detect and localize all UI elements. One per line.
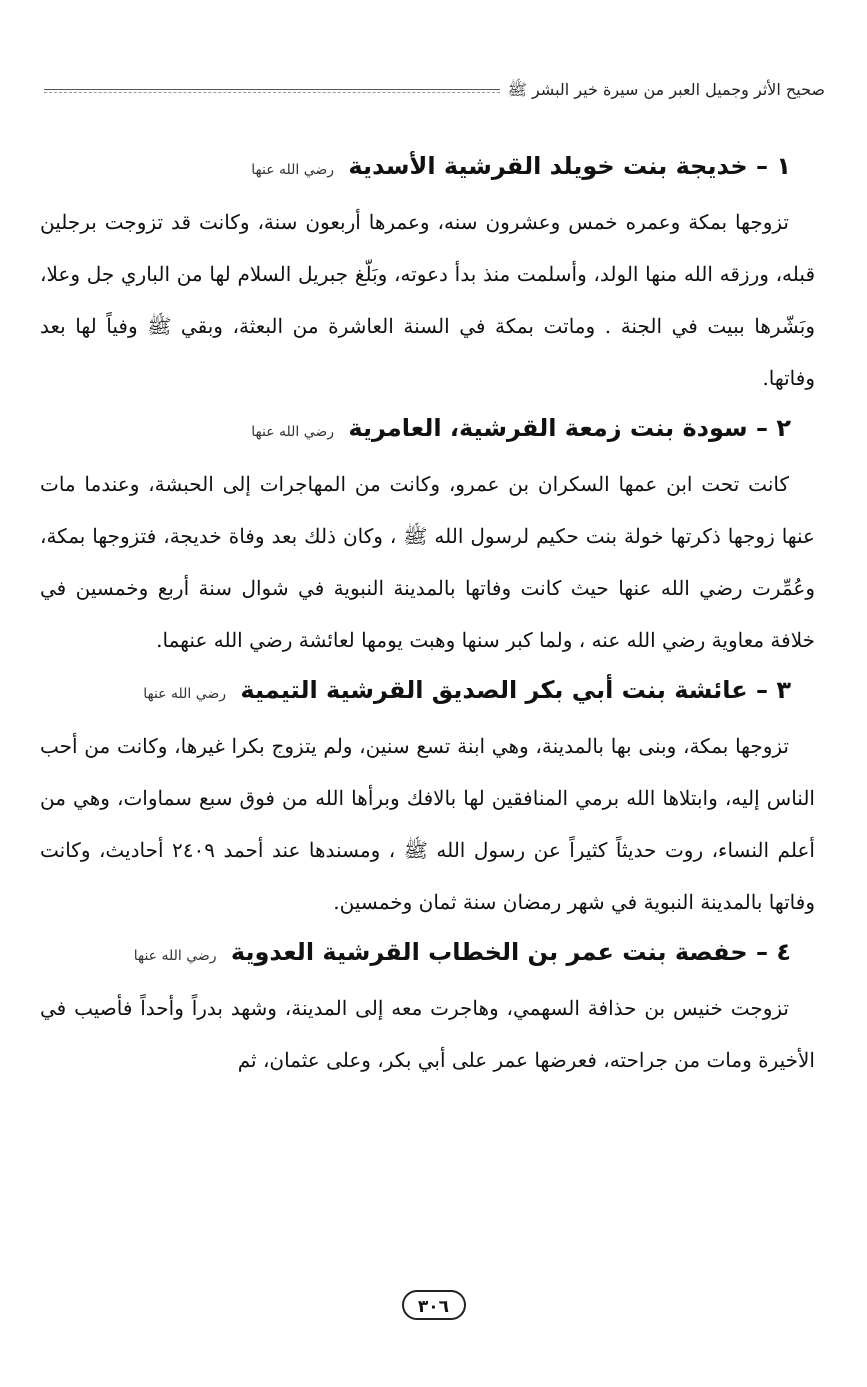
section-paragraph-khadija: تزوجها بمكة وعمره خمس وعشرون سنه، وعمرها أربعون سنة، وكانت قد تزوجت برجلين قبله، ورزقه الله منها الولد، وأسلمت منذ بدأ دعوته، وبَلّغ جبريل السلام لها من الباري جل وعلا، وبَشّرها ببيت في الجنة . وماتت بمكة في السنة العاشرة من البعثة، وبقي ﷺ وفياً لها بعد وفاتها.: [40, 210, 815, 390]
section-paragraph-hafsa: تزوجت خنيس بن حذافة السهمي، وهاجرت معه إلى المدينة، وشهد بدراً وأحداً فأصيب في الأخيرة ومات من جراحته، فعرضها عمر على أبي بكر، وعلى عثمان، ثم: [40, 996, 815, 1072]
header-rule: [44, 89, 500, 93]
honorific-mark: رضي الله عنها: [251, 424, 335, 440]
honorific-mark: رضي الله عنها: [251, 162, 335, 178]
page-number: ٣٠٦: [402, 1290, 466, 1320]
section-heading-text: ١ – خديجة بنت خويلد القرشية الأسدية: [348, 152, 791, 180]
section-heading-sawda: [40, 404, 815, 458]
section-heading-text: ٣ – عائشة بنت أبي بكر الصديق القرشية التيمية: [240, 676, 791, 704]
page-footer: [0, 1290, 867, 1320]
section-paragraph-sawda: كانت تحت ابن عمها السكران بن عمرو، وكانت من المهاجرات إلى الحبشة، وعندما مات عنها زوجها ذكرتها خولة بنت حكيم لرسول الله ﷺ ، وكان ذلك بعد وفاة خديجة، فتزوجها بمكة، وعُمِّرت رضي الله عنها حيث كانت وفاتها بالمدينة النبوية في شوال سنة أربع وخمسين في خلافة معاوية رضي الله عنه ، ولما كبر سنها وهبت يومها لعائشة رضي الله عنهما.: [40, 472, 815, 652]
section-heading-hafsa: [40, 928, 815, 982]
honorific-mark: رضي الله عنها: [143, 686, 227, 702]
honorific-mark: رضي الله عنها: [133, 948, 217, 964]
section-heading-text: ٤ – حفصة بنت عمر بن الخطاب القرشية العدوية: [230, 938, 791, 966]
page-body: [40, 142, 815, 1086]
section-heading-khadija: [40, 142, 815, 196]
running-header: [40, 76, 825, 106]
running-header-title: صحيح الأثر وجميل العبر من سيرة خير البشر ﷺ: [507, 79, 825, 99]
section-paragraph-aisha: تزوجها بمكة، وبنى بها بالمدينة، وهي ابنة تسع سنين، ولم يتزوج بكرا غيرها، وكانت من أحب الناس إليه، وابتلاها الله برمي المنافقين لها بالافك وبرأها الله من فوق سبع سماوات، وهي من أعلم النساء، روت حديثاً كثيراً عن رسول الله ﷺ ، ومسندها عند أحمد ٢٤٠٩ أحاديث، وكانت وفاتها بالمدينة النبوية في شهر رمضان سنة ثمان وخمسين.: [40, 734, 815, 914]
section-heading-aisha: [40, 666, 815, 720]
section-heading-text: ٢ – سودة بنت زمعة القرشية، العامرية: [348, 414, 791, 442]
